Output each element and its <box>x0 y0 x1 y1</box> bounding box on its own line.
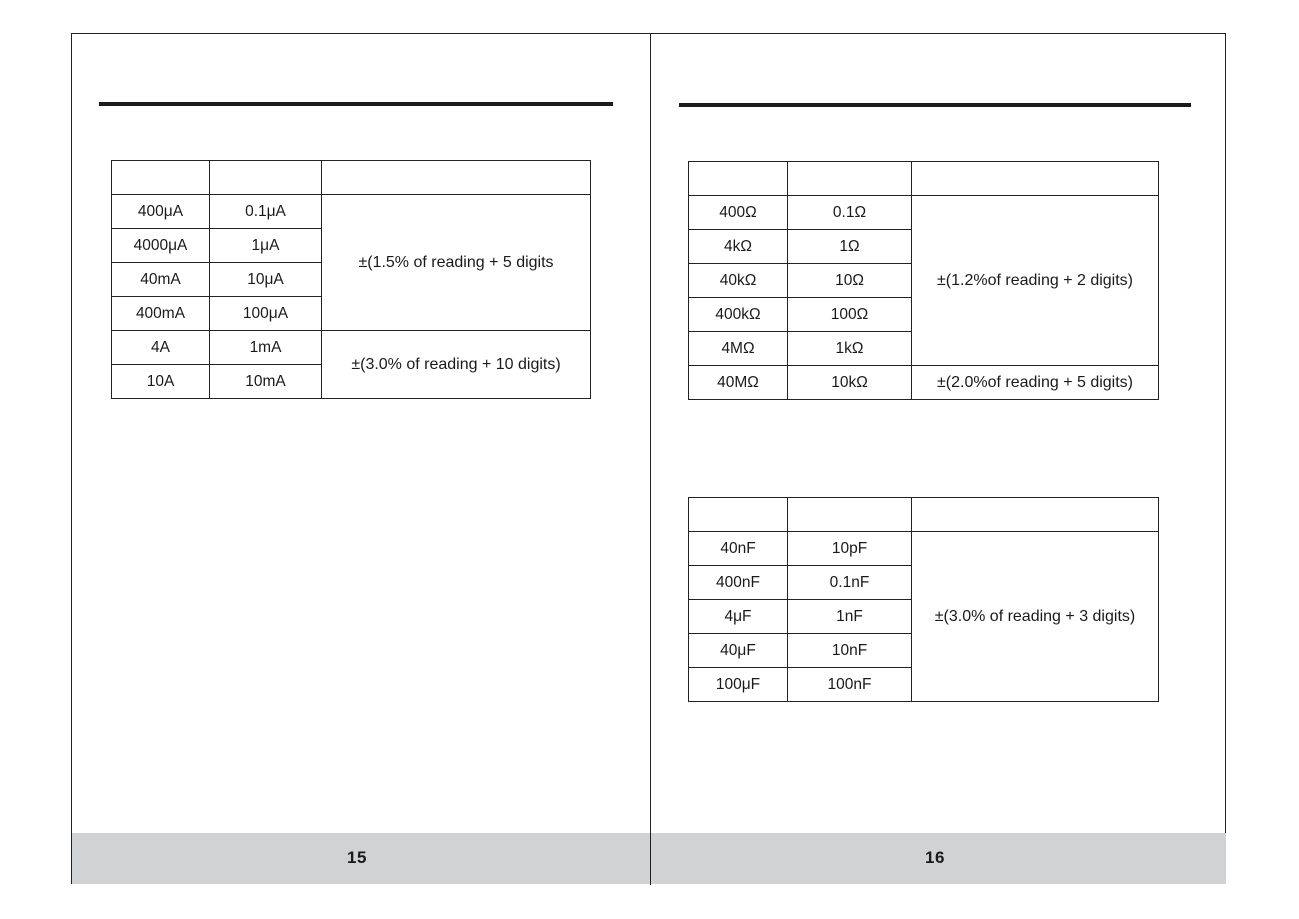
range-cell: 400Ω <box>689 196 788 230</box>
range-cell: 400kΩ <box>689 298 788 332</box>
range-cell: 40kΩ <box>689 264 788 298</box>
header-row <box>112 161 591 195</box>
header-cell <box>912 498 1159 532</box>
page-number-left: 15 <box>347 848 367 867</box>
header-rule-right <box>679 103 1191 107</box>
range-cell: 10A <box>112 365 210 399</box>
accuracy-cell: ±(3.0% of reading + 10 digits) <box>322 331 591 399</box>
header-cell <box>788 498 912 532</box>
header-cell <box>689 162 788 196</box>
range-cell: 4μF <box>689 600 788 634</box>
range-cell: 400μA <box>112 195 210 229</box>
header-rule-left <box>99 102 613 106</box>
resolution-cell: 10μA <box>210 263 322 297</box>
resolution-cell: 100nF <box>788 668 912 702</box>
range-cell: 4000μA <box>112 229 210 263</box>
range-cell: 100μF <box>689 668 788 702</box>
header-cell <box>788 162 912 196</box>
resolution-cell: 0.1Ω <box>788 196 912 230</box>
accuracy-cell: ±(1.2%of reading + 2 digits) <box>912 196 1159 366</box>
resolution-cell: 1nF <box>788 600 912 634</box>
range-cell: 400nF <box>689 566 788 600</box>
resistance-spec-table <box>688 161 1159 400</box>
range-cell: 40MΩ <box>689 366 788 400</box>
table-row <box>112 195 591 229</box>
resolution-cell: 100Ω <box>788 298 912 332</box>
current-spec-table <box>111 160 591 399</box>
resolution-cell: 10pF <box>788 532 912 566</box>
resolution-cell: 10Ω <box>788 264 912 298</box>
range-cell: 4MΩ <box>689 332 788 366</box>
resolution-cell: 10nF <box>788 634 912 668</box>
header-row <box>689 498 1159 532</box>
header-cell <box>912 162 1159 196</box>
resolution-cell: 100μA <box>210 297 322 331</box>
resolution-cell: 1kΩ <box>788 332 912 366</box>
header-cell <box>322 161 591 195</box>
resolution-cell: 10kΩ <box>788 366 912 400</box>
resolution-cell: 0.1μA <box>210 195 322 229</box>
capacitance-spec-table <box>688 497 1159 702</box>
page-number-right: 16 <box>925 848 945 867</box>
resolution-cell: 1Ω <box>788 230 912 264</box>
accuracy-cell: ±(2.0%of reading + 5 digits) <box>912 366 1159 400</box>
range-cell: 400mA <box>112 297 210 331</box>
header-cell <box>210 161 322 195</box>
resolution-cell: 1μA <box>210 229 322 263</box>
range-cell: 40nF <box>689 532 788 566</box>
range-cell: 40mA <box>112 263 210 297</box>
header-cell <box>112 161 210 195</box>
resolution-cell: 0.1nF <box>788 566 912 600</box>
range-cell: 4kΩ <box>689 230 788 264</box>
page-divider <box>650 33 651 885</box>
resolution-cell: 1mA <box>210 331 322 365</box>
range-cell: 40μF <box>689 634 788 668</box>
range-cell: 4A <box>112 331 210 365</box>
table-row <box>689 532 1159 566</box>
table-row <box>689 366 1159 400</box>
header-row <box>689 162 1159 196</box>
header-cell <box>689 498 788 532</box>
resolution-cell: 10mA <box>210 365 322 399</box>
table-row <box>689 196 1159 230</box>
table-row <box>112 331 591 365</box>
accuracy-cell: ±(1.5% of reading + 5 digits <box>322 195 591 331</box>
accuracy-cell: ±(3.0% of reading + 3 digits) <box>912 532 1159 702</box>
